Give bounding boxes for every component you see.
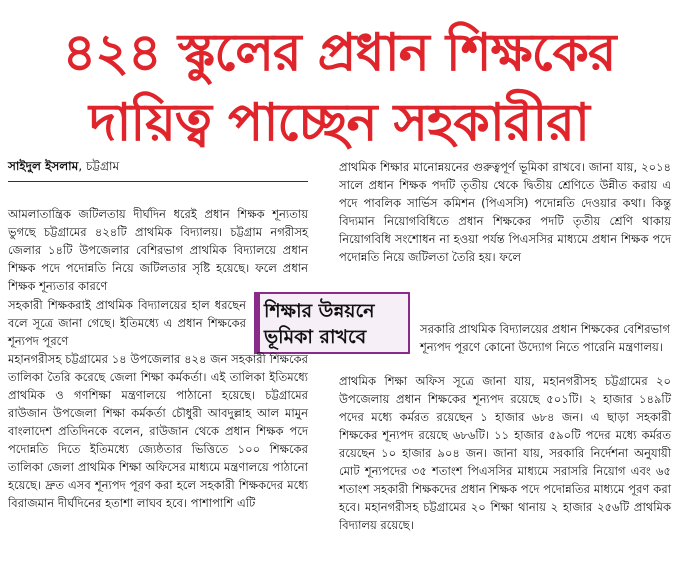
pull-quote-accent-bar bbox=[254, 292, 260, 354]
article-left-mid bbox=[8, 296, 246, 350]
pull-quote-line-2: ভূমিকা রাখবে bbox=[264, 326, 367, 348]
article-right-mid bbox=[420, 320, 670, 356]
article-right-bottom bbox=[339, 372, 671, 534]
article-paragraph: সরকারি প্রাথমিক বিদ্যালয়ের প্রধান শিক্ষকের বেশিরভাগ শূন্যপদ পূরণে কোনো উদ্যোগ নিতে পারেনি মন্ত্রণালয়। bbox=[420, 322, 670, 354]
pull-quote bbox=[254, 292, 410, 354]
article-right-top bbox=[339, 158, 671, 266]
byline-location: , চট্টগ্রাম bbox=[78, 159, 120, 173]
article-left-top bbox=[8, 205, 308, 295]
byline bbox=[8, 158, 119, 174]
article-paragraph: প্রাথমিক শিক্ষা অফিস সূত্রে জানা যায়, মহানগরীসহ চট্টগ্রামের ২০ উপজেলায় প্রধান শিক্ষকের শূন্যপদ রয়েছে ৫০১টি। ২ হাজার ১৪৯টি পদের মধ্যে কর্মরত রয়েছেন ১ হাজার ৬৮৪ জন। এ ছাড়া সহকারী শিক্ষকের শূন্যপদ রয়েছে ৬৮৬টি। ১১ হাজার ৫৯০টি পদের মধ্যে কর্মরত রয়েছেন ১০ হাজার ৯০৪ জন। জানা যায়, সরকারি নির্দেশনা অনুযায়ী মোট শূন্যপদের ৩৫ শতাংশ পিএসসির মাধ্যমে সরাসরি নিয়োগ এবং ৬৫ শতাংশ সহকারী শিক্ষকদের প্রধান শিক্ষক পদে পদোন্নতির মাধ্যমে পূরণ করা হবে। মহানগরীসহ চট্টগ্রামের ২০ শিক্ষা থানায় ২ হাজার ২৫৬টি প্রাথমিক বিদ্যালয় রয়েছে। bbox=[339, 374, 671, 532]
article-paragraph: প্রাথমিক শিক্ষার মানোন্নয়নের গুরুত্বপূর্ণ ভূমিকা রাখবে। জানা যায়, ২০১৪ সালে প্রধান শিক্ষক পদটি তৃতীয় থেকে দ্বিতীয় শ্রেণিতে উন্নীত করায় এ পদে পাবলিক সার্ভিস কমিশন (পিএসসি) পদোন্নতি দেওয়ার কথা। কিন্তু বিদ্যমান নিয়োগবিধিতে প্রধান শিক্ষকের পদটি তৃতীয় শ্রেণি থাকায় নিয়োগবিধি সংশোধন না হওয়া পর্যন্ত পিএসসির মাধ্যমে প্রধান শিক্ষক পদে পদোন্নতি নিয়ে জটিলতা তৈরি হয়। ফলে bbox=[339, 160, 671, 264]
headline-line-2: দায়িত্ব পাচ্ছেন সহকারীরা bbox=[89, 93, 589, 153]
article-paragraph: আমলাতান্ত্রিক জটিলতায় দীর্ঘদিন ধরেই প্রধান শিক্ষক শূন্যতায় ভুগছে চট্টগ্রামের ৪২৪টি প্রাথমিক বিদ্যালয়। চট্টগ্রাম নগরীসহ জেলার ১৪টি উপজেলার বেশিরভাগ প্রাথমিক বিদ্যালয়ে প্রধান শিক্ষক পদে পদোন্নতি নিয়ে জটিলতার সৃষ্টি হয়েছে। ফলে প্রধান শিক্ষক শূন্যতার কারণে bbox=[8, 207, 308, 293]
headline-line-1: ৪২৪ স্কুলের প্রধান শিক্ষকের bbox=[62, 23, 616, 83]
article-left-bottom bbox=[8, 350, 308, 512]
article-paragraph: মহানগরীসহ চট্টগ্রামের ১৪ উপজেলার ৪২৪ জন সহকারী শিক্ষকের তালিকা তৈরি করেছে জেলা শিক্ষা কর্মকর্তা। এই তালিকা ইতিমধ্যে প্রাথমিক ও গণশিক্ষা মন্ত্রণালয়ে পাঠানো হয়েছে। চট্টগ্রামের রাউজান উপজেলা শিক্ষা কর্মকর্তা চৌধুরী আবদুল্লাহ আল মামুন বাংলাদেশ প্রতিদিনকে বলেন, রাউজান থেকে প্রধান শিক্ষক পদে পদোন্নতি দিতে ইতিমধ্যে জ্যেষ্ঠতার ভিত্তিতে ১০০ শিক্ষকের তালিকা জেলা প্রাথমিক শিক্ষা অফিসের মাধ্যমে মন্ত্রণালয়ে পাঠানো হয়েছে। দ্রুত এসব শূন্যপদ পূরণ করা হলে সহকারী শিক্ষকদের মধ্যে বিরাজমান দীর্ঘদিনের হতাশা লাঘব হবে। পাশাপাশি এটি bbox=[8, 352, 308, 510]
article-paragraph: সহকারী শিক্ষকরাই প্রাথমিক বিদ্যালয়ের হাল ধরছেন বলে সূত্রে জানা গেছে। ইতিমধ্যে এ প্রধান শিক্ষকের শূন্যপদ পূরণে bbox=[8, 298, 246, 348]
byline-divider bbox=[8, 181, 308, 182]
byline-author: সাইদুল ইসলাম bbox=[8, 159, 79, 173]
pull-quote-line-1: শিক্ষার উন্নয়নে bbox=[264, 300, 375, 322]
